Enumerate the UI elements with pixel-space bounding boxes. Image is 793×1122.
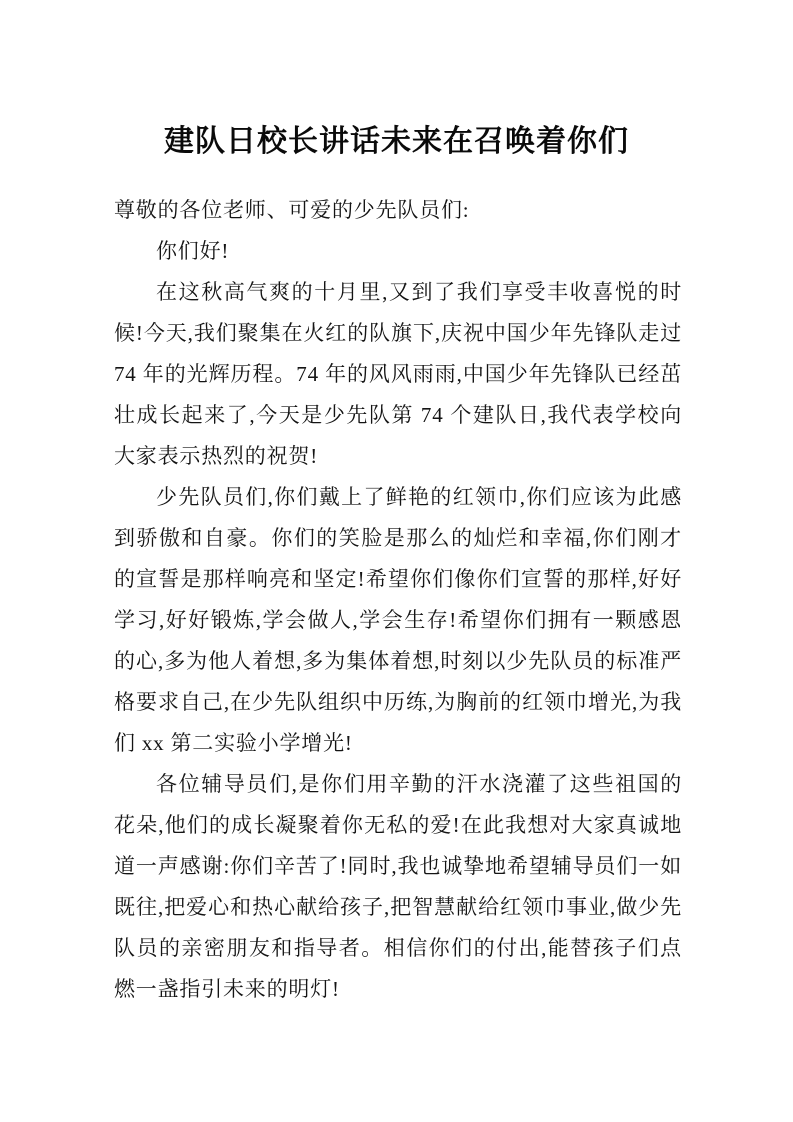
body-paragraph-counselors: 各位辅导员们,是你们用辛勤的汗水浇灌了这些祖国的花朵,他们的成长凝聚着你无私的爱!在此我想对大家真诚地道一声感谢:你们辛苦了!同时,我也诚挚地希望辅导员们一如既往,把爱心和热心献给孩子,把智慧献给红领巾事业,做少先队员的亲密朋友和指导者。相信你们的付出,能替孩子们点燃一盏指引未来的明灯! (114, 772, 682, 1001)
salutation-paragraph: 尊敬的各位老师、可爱的少先队员们: (114, 198, 470, 222)
body-paragraph-celebration: 在这秋高气爽的十月里,又到了我们享受丰收喜悦的时候!今天,我们聚集在火红的队旗下,庆祝中国少年先锋队走过 74 年的光辉历程。74 年的风风雨雨,中国少年先锋队已经茁壮成长起来了,今天是少先队第 74 个建队日,我代表学校向大家表示热烈的祝贺! (114, 280, 682, 468)
body-paragraph-young-pioneers: 少先队员们,你们戴上了鲜艳的红领巾,你们应该为此感到骄傲和自豪。你们的笑脸是那么的灿烂和幸福,你们刚才的宣誓是那样响亮和坚定!希望你们像你们宣誓的那样,好好学习,好好锻炼,学会做人,学会生存!希望你们拥有一颗感恩的心,多为他人着想,多为集体着想,时刻以少先队员的标准严格要求自己,在少先队组织中历练,为胸前的红领巾增光,为我们 xx 第二实验小学增光! (114, 485, 682, 755)
document-body (114, 190, 682, 1010)
greeting-paragraph: 你们好! (156, 239, 230, 263)
document-title: 建队日校长讲话未来在召唤着你们 (164, 125, 629, 158)
